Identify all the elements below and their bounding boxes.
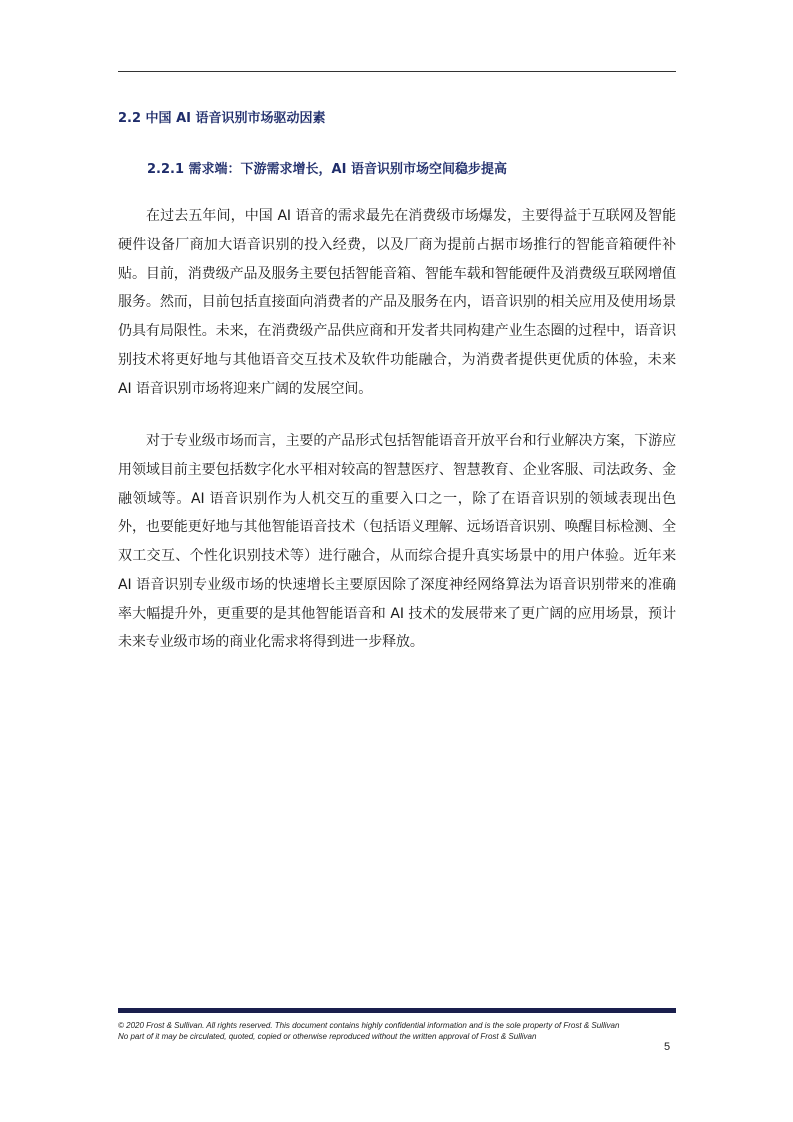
header-divider: [118, 71, 676, 72]
reproduction-notice: No part of it may be circulated, quoted, copied or otherwise reproduced without the written approval of Frost & Sullivan: [118, 1032, 537, 1041]
page-number: 5: [664, 1041, 671, 1053]
footer-divider: [118, 1008, 676, 1013]
body-paragraph-1: 在过去五年间，中国 AI 语音的需求最先在消费级市场爆发，主要得益于互联网及智能硬件设备厂商加大语音识别的投入经费，以及厂商为提前占据市场推行的智能音箱硬件补贴。目前，消费级产品及服务主要包括智能音箱、智能车载和智能硬件及消费级互联网增值服务。然而，目前包括直接面向消费者的产品及服务在内，语音识别的相关应用及使用场景仍具有局限性。未来，在消费级产品供应商和开发者共同构建产业生态圈的过程中，语音识别技术将更好地与其他语音交互技术及软件功能融合，为消费者提供更优质的体验，未来 AI 语音识别市场将迎来广阔的发展空间。: [118, 208, 676, 397]
section-heading: 2.2 中国 AI 语音识别市场驱动因素: [118, 111, 326, 126]
body-paragraph-2: 对于专业级市场而言，主要的产品形式包括智能语音开放平台和行业解决方案，下游应用领域目前主要包括数字化水平相对较高的智慧医疗、智慧教育、企业客服、司法政务、金融领域等。AI 语音识别作为人机交互的重要入口之一，除了在语音识别的领域表现出色外，也要能更好地与其他智能语音技术（包括语义理解、远场语音识别、唤醒目标检测、全双工交互、个性化识别技术等）进行融合，从而综合提升真实场景中的用户体验。近年来 AI 语音识别专业级市场的快速增长主要原因除了深度神经网络算法为语音识别带来的准确率大幅提升外，更重要的是其他智能语音和 AI 技术的发展带来了更广阔的应用场景，预计未来专业级市场的商业化需求将得到进一步释放。: [118, 433, 676, 651]
subsection-heading: 2.2.1 需求端：下游需求增长，AI 语音识别市场空间稳步提高: [147, 162, 507, 177]
copyright-notice: © 2020 Frost & Sullivan. All rights reserved. This document contains highly confidential information and is the sole property of Frost & Sullivan: [118, 1021, 620, 1030]
